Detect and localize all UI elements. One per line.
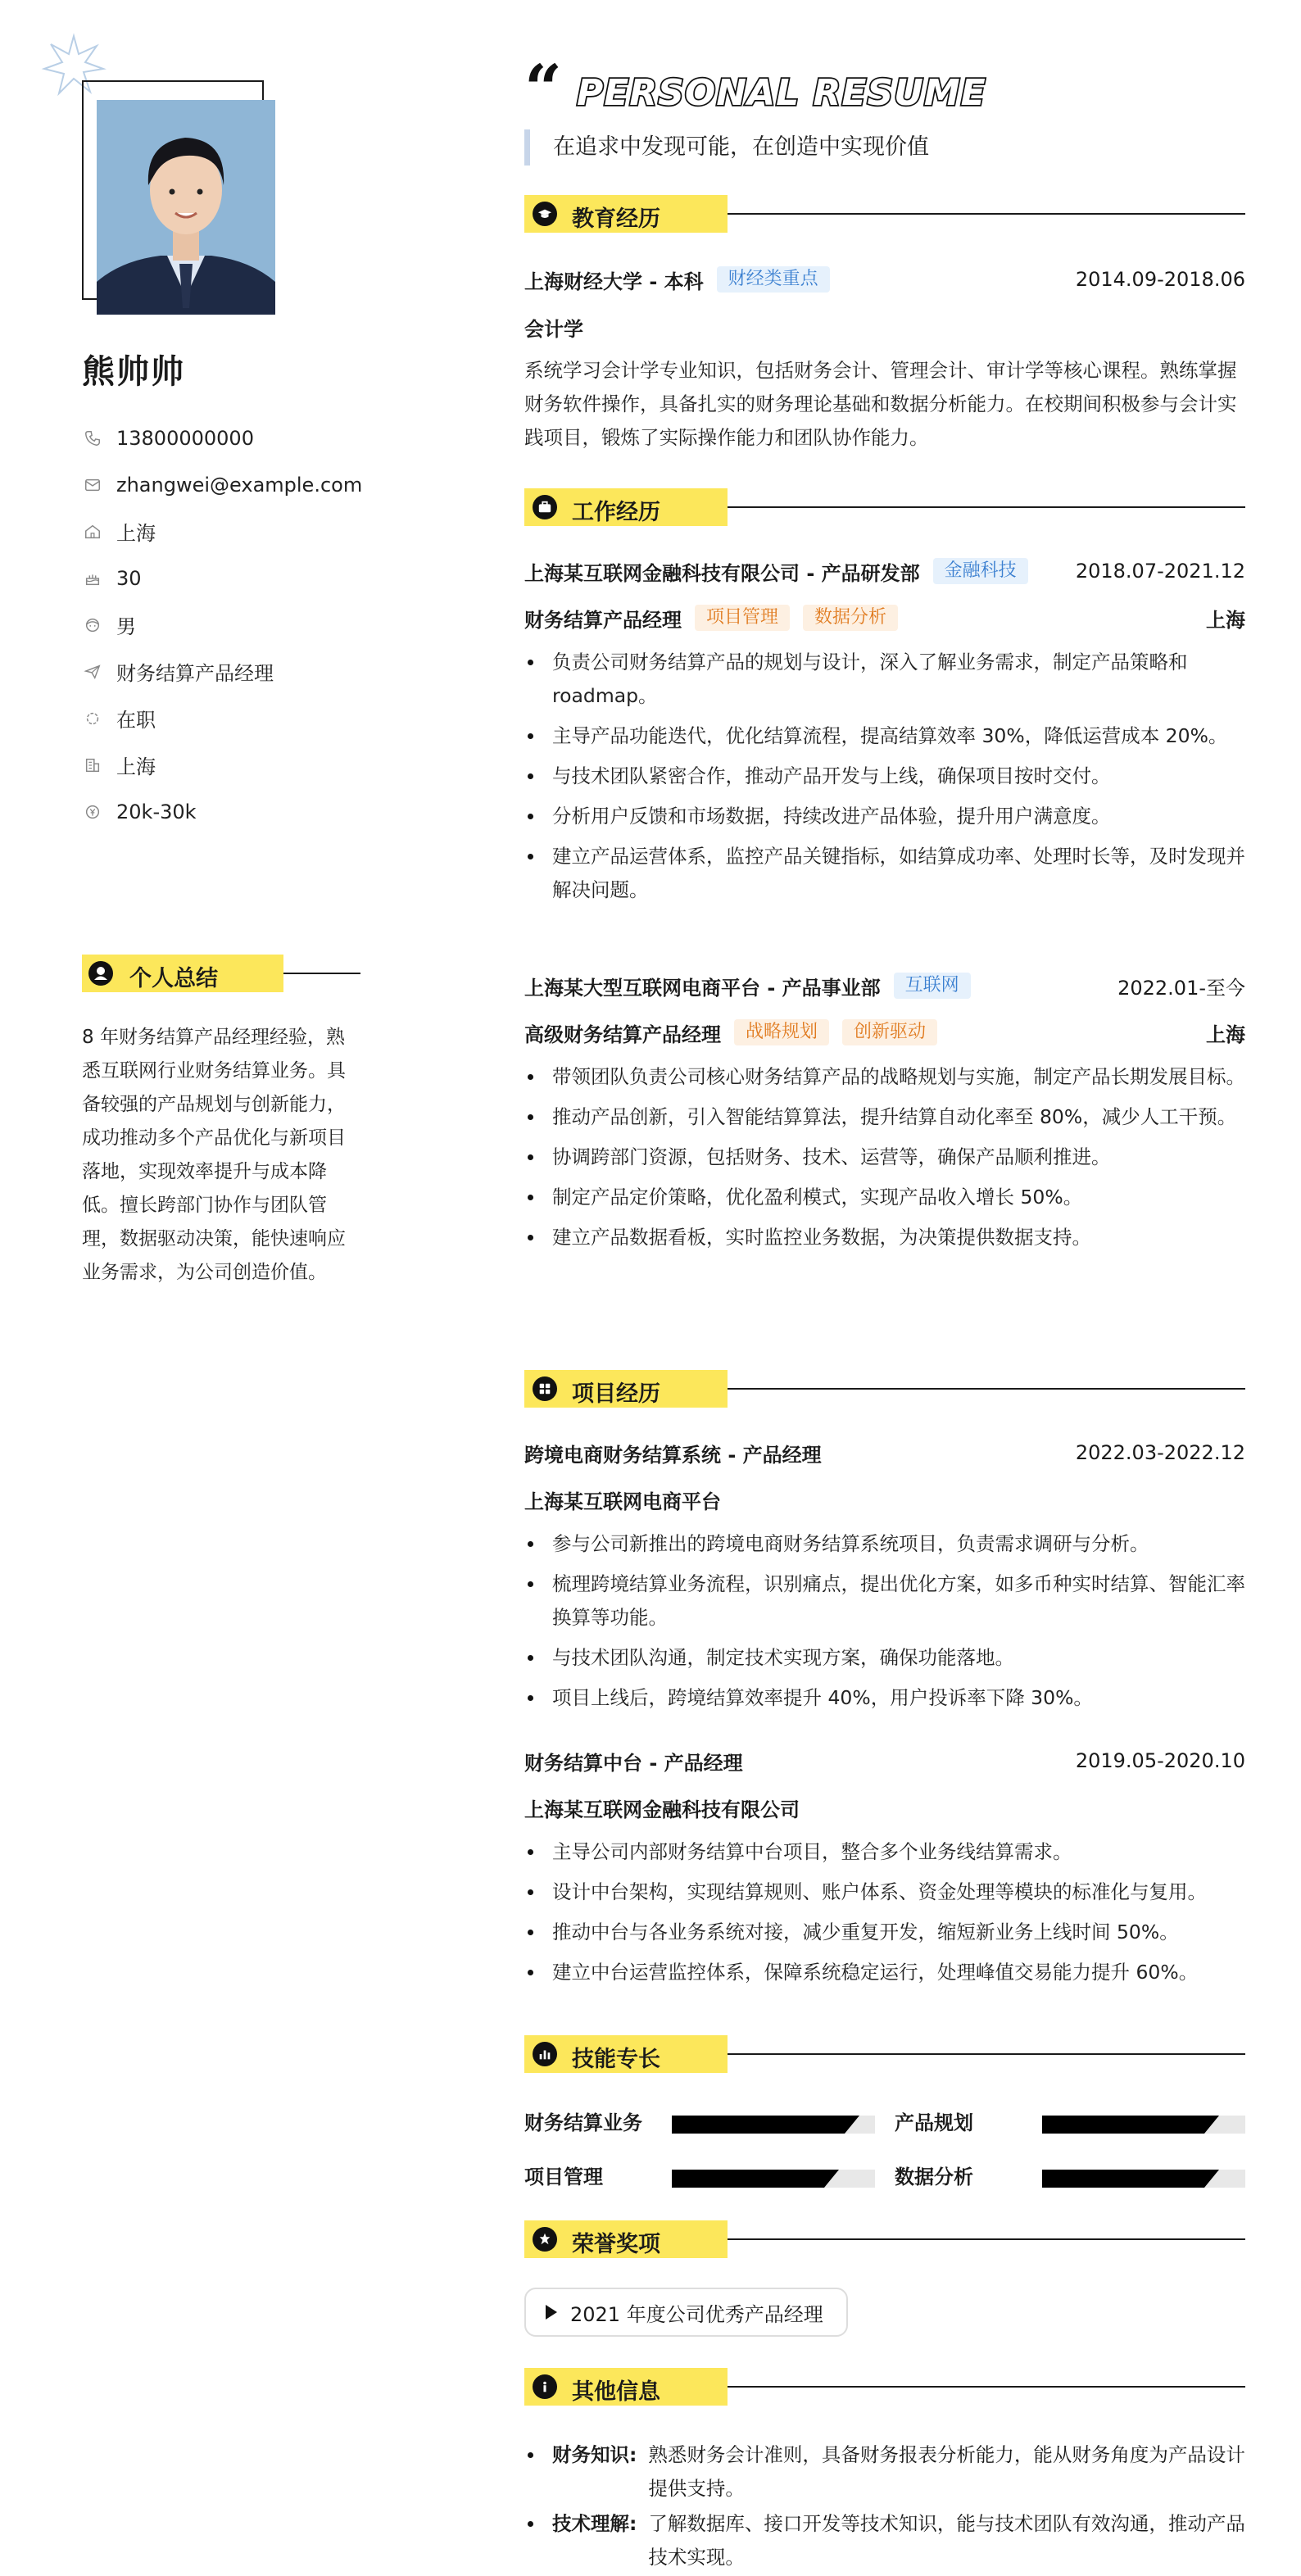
skill-row [524, 2163, 1245, 2191]
skill-name: 产品规划 [895, 2111, 973, 2134]
section-honors-title: 荣誉奖项 [572, 2232, 660, 2257]
skill-bar [1042, 2170, 1245, 2188]
info-gender-text: 男 [116, 615, 136, 638]
section-skills-heading [524, 2035, 1245, 2073]
info-status [82, 695, 426, 742]
section-other-title: 其他信息 [572, 2379, 660, 2405]
job-role-row [524, 604, 1245, 632]
section-line [728, 2386, 1245, 2388]
job-skill-tag: 项目管理 [695, 605, 790, 631]
skill-bar-fill [1042, 2116, 1204, 2134]
section-line [728, 2238, 1245, 2240]
info-work-city-text: 上海 [116, 755, 156, 778]
info-age [82, 555, 426, 601]
section-work-heading [524, 488, 1245, 526]
job-company: 上海某大型互联网电商平台 - 产品事业部 [524, 976, 881, 1000]
job-role: 财务结算产品经理 [524, 608, 682, 632]
education-date: 2014.09-2018.06 [1075, 268, 1245, 291]
list-item: 主导公司内部财务结算中台项目，整合多个业务线结算需求。 [524, 1835, 1245, 1869]
status-icon [82, 708, 103, 729]
home-icon [82, 521, 103, 542]
list-item: 参与公司新推出的跨境电商财务结算系统项目，负责需求调研与分析。 [524, 1527, 1245, 1561]
project-org: 上海某互联网金融科技有限公司 [524, 1798, 800, 1821]
section-line [728, 1388, 1245, 1390]
list-item: 与技术团队紧密合作，推动产品开发与上线，确保项目按时交付。 [524, 760, 1245, 793]
list-item: 推动中台与各业务系统对接，减少重复开发，缩短新业务上线时间 50%。 [524, 1916, 1245, 1949]
user-icon [88, 961, 113, 986]
info-phone-text: 13800000000 [116, 426, 254, 450]
list-item: 负责公司财务结算产品的规划与设计，深入了解业务需求，制定产品策略和 roadmap。 [524, 646, 1245, 713]
award-icon [533, 2227, 557, 2252]
job-date: 2018.07-2021.12 [1075, 560, 1245, 583]
job-header-row [524, 972, 1245, 1000]
building-icon [82, 755, 103, 776]
skill-bar-fill [672, 2170, 824, 2188]
education-major-row [524, 313, 1245, 341]
contact-info-list [82, 415, 426, 835]
list-item: 与技术团队沟通，制定技术实现方案，确保功能落地。 [524, 1641, 1245, 1675]
list-item [524, 2507, 1245, 2574]
project-date: 2019.05-2020.10 [1075, 1749, 1245, 1772]
summary-text: 8 年财务结算产品经理经验，熟悉互联网行业财务结算业务。具备较强的产品规划与创新能力，成功推动多个产品优化与新项目落地，实现效率提升与成本降低。擅长跨部门协作与团队管理，数据驱动决策，能快速响应业务需求，为公司创造价值。 [82, 1027, 346, 1283]
education-header-row [524, 265, 1245, 293]
section-projects-heading [524, 1370, 1245, 1408]
job-role-row [524, 1018, 1245, 1046]
list-item: 协调跨部门资源，包括财务、技术、运营等，确保产品顺利推进。 [524, 1141, 1245, 1174]
resume-title-quote: “ [524, 52, 563, 118]
other-info-list [524, 2438, 1245, 2576]
project-name: 财务结算中台 - 产品经理 [524, 1751, 743, 1775]
list-item: 带领团队负责公司核心财务结算产品的战略规划与实施，制定产品长期发展目标。 [524, 1060, 1245, 1094]
project-org: 上海某互联网电商平台 [524, 1490, 721, 1513]
list-item: 建立产品数据看板，实时监控业务数据，为决策提供数据支持。 [524, 1221, 1245, 1254]
education-tag: 财经类重点 [717, 266, 830, 293]
award-text: 2021 年度公司优秀产品经理 [570, 2302, 823, 2326]
info-city [82, 508, 426, 555]
skill-name: 项目管理 [524, 2166, 603, 2188]
award-item [524, 2288, 848, 2337]
section-honors-heading [524, 2220, 1245, 2258]
list-item: 推动产品创新，引入智能结算算法，提升结算自动化率至 80%，减少人工干预。 [524, 1100, 1245, 1134]
section-projects-title: 项目经历 [572, 1381, 660, 1407]
education-school: 上海财经大学 - 本科 [524, 270, 704, 293]
list-item: 梳理跨境结算业务流程，识别痛点，提出优化方案，如多币种实时结算、智能汇率换算等功能。 [524, 1567, 1245, 1635]
job-skill-tag: 战略规划 [734, 1019, 829, 1045]
job-bullets [524, 646, 1245, 914]
list-item: 建立产品运营体系，监控产品关键指标，如结算成功率、处理时长等，及时发现并解决问题。 [524, 840, 1245, 907]
list-item: 制定产品定价策略，优化盈利模式，实现产品收入增长 50%。 [524, 1181, 1245, 1214]
phone-icon [82, 428, 103, 449]
job-city: 上海 [1206, 608, 1245, 632]
cake-icon [82, 568, 103, 589]
skill-item [524, 2109, 885, 2137]
job-role: 高级财务结算产品经理 [524, 1023, 721, 1046]
skill-bar [1042, 2116, 1245, 2134]
info-age-text: 30 [116, 566, 142, 590]
left-sidebar [0, 0, 459, 2512]
summary-heading [82, 955, 360, 992]
info-icon [533, 2374, 557, 2399]
info-phone [82, 415, 426, 461]
list-item [524, 2438, 1245, 2506]
skill-item [524, 2163, 885, 2191]
job-bullets [524, 1060, 1245, 1261]
info-city-text: 上海 [116, 522, 156, 545]
other-info-key: 财务知识: [552, 2443, 637, 2466]
list-item: 主导产品功能迭代，优化结算流程，提高结算效率 30%，降低运营成本 20%。 [524, 719, 1245, 753]
info-work-city [82, 742, 426, 788]
summary-title: 个人总结 [129, 966, 218, 991]
section-line [728, 2053, 1245, 2055]
send-icon [82, 661, 103, 683]
person-name: 熊帅帅 [82, 353, 185, 391]
skill-row [524, 2109, 1245, 2137]
skill-bar [672, 2170, 875, 2188]
other-info-value: 了解数据库、接口开发等技术知识，能与技术团队有效沟通，推动产品技术实现。 [648, 2512, 1245, 2569]
list-item: 建立中台运营监控体系，保障系统稳定运行，处理峰值交易能力提升 60%。 [524, 1956, 1245, 1989]
info-email-text: zhangwei@example.com [116, 473, 363, 497]
section-education-heading [524, 195, 1245, 233]
education-major: 会计学 [524, 317, 583, 341]
project-header-row [524, 1747, 1245, 1775]
job-skill-tag: 创新驱动 [842, 1019, 937, 1045]
job-header-row [524, 557, 1245, 585]
project-org-row [524, 1485, 1245, 1513]
info-salary [82, 788, 426, 835]
resume-title-text: PERSONAL RESUME [577, 72, 986, 114]
skill-item [895, 2109, 1255, 2137]
project-name: 跨境电商财务结算系统 - 产品经理 [524, 1443, 822, 1467]
section-work-title: 工作经历 [572, 500, 660, 525]
skill-bar [672, 2116, 875, 2134]
project-org-row [524, 1794, 1245, 1821]
mail-icon [82, 474, 103, 496]
grid-icon [533, 1376, 557, 1401]
section-line [728, 506, 1245, 508]
chart-icon [533, 2042, 557, 2066]
resume-title [524, 52, 1049, 118]
slogan: 在追求中发现可能，在创造中实现价值 [524, 129, 929, 166]
section-education-title: 教育经历 [572, 206, 660, 232]
skill-name: 数据分析 [895, 2166, 973, 2188]
graduation-cap-icon [533, 202, 557, 226]
job-tag: 互联网 [894, 973, 971, 999]
info-status-text: 在职 [116, 709, 156, 732]
skill-bar-fill [672, 2116, 845, 2134]
project-date: 2022.03-2022.12 [1075, 1441, 1245, 1464]
project-header-row [524, 1439, 1245, 1467]
project-bullets [524, 1835, 1245, 1996]
other-info-value: 熟悉财务会计准则，具备财务报表分析能力，能从财务角度为产品设计提供支持。 [648, 2443, 1245, 2500]
section-line [728, 213, 1245, 215]
info-salary-text: 20k-30k [116, 800, 197, 823]
job-city: 上海 [1206, 1023, 1245, 1046]
skill-name: 财务结算业务 [524, 2111, 642, 2134]
skill-bar-fill [1042, 2170, 1204, 2188]
job-tag: 金融科技 [933, 558, 1028, 584]
resume-title-block [524, 52, 1245, 118]
list-item: 分析用户反馈和市场数据，持续改进产品体验，提升用户满意度。 [524, 800, 1245, 833]
job-skill-tag: 数据分析 [803, 605, 898, 631]
list-item: 项目上线后，跨境结算效率提升 40%，用户投诉率下降 30%。 [524, 1681, 1245, 1715]
skill-item [895, 2163, 1255, 2191]
info-position [82, 648, 426, 695]
info-gender [82, 601, 426, 648]
project-bullets [524, 1527, 1245, 1721]
gender-icon [82, 615, 103, 636]
job-date: 2022.01-至今 [1117, 976, 1245, 1000]
section-other-heading [524, 2368, 1245, 2406]
job-company: 上海某互联网金融科技有限公司 - 产品研发部 [524, 561, 920, 585]
play-icon [546, 2305, 557, 2320]
profile-photo [97, 100, 275, 315]
education-description: 系统学习会计学专业知识，包括财务会计、管理会计、审计学等核心课程。熟练掌握财务软件操作，具备扎实的财务理论基础和数据分析能力。在校期间积极参与会计实践项目，锻炼了实际操作能力和团队协作能力。 [524, 359, 1237, 449]
salary-icon [82, 801, 103, 823]
summary-heading-line [283, 973, 360, 974]
info-email [82, 461, 426, 508]
other-info-key: 技术理解: [552, 2512, 637, 2535]
list-item: 设计中台架构，实现结算规则、账户体系、资金处理等模块的标准化与复用。 [524, 1875, 1245, 1909]
briefcase-icon [533, 495, 557, 519]
info-position-text: 财务结算产品经理 [116, 662, 274, 685]
section-skills-title: 技能专长 [572, 2047, 660, 2072]
